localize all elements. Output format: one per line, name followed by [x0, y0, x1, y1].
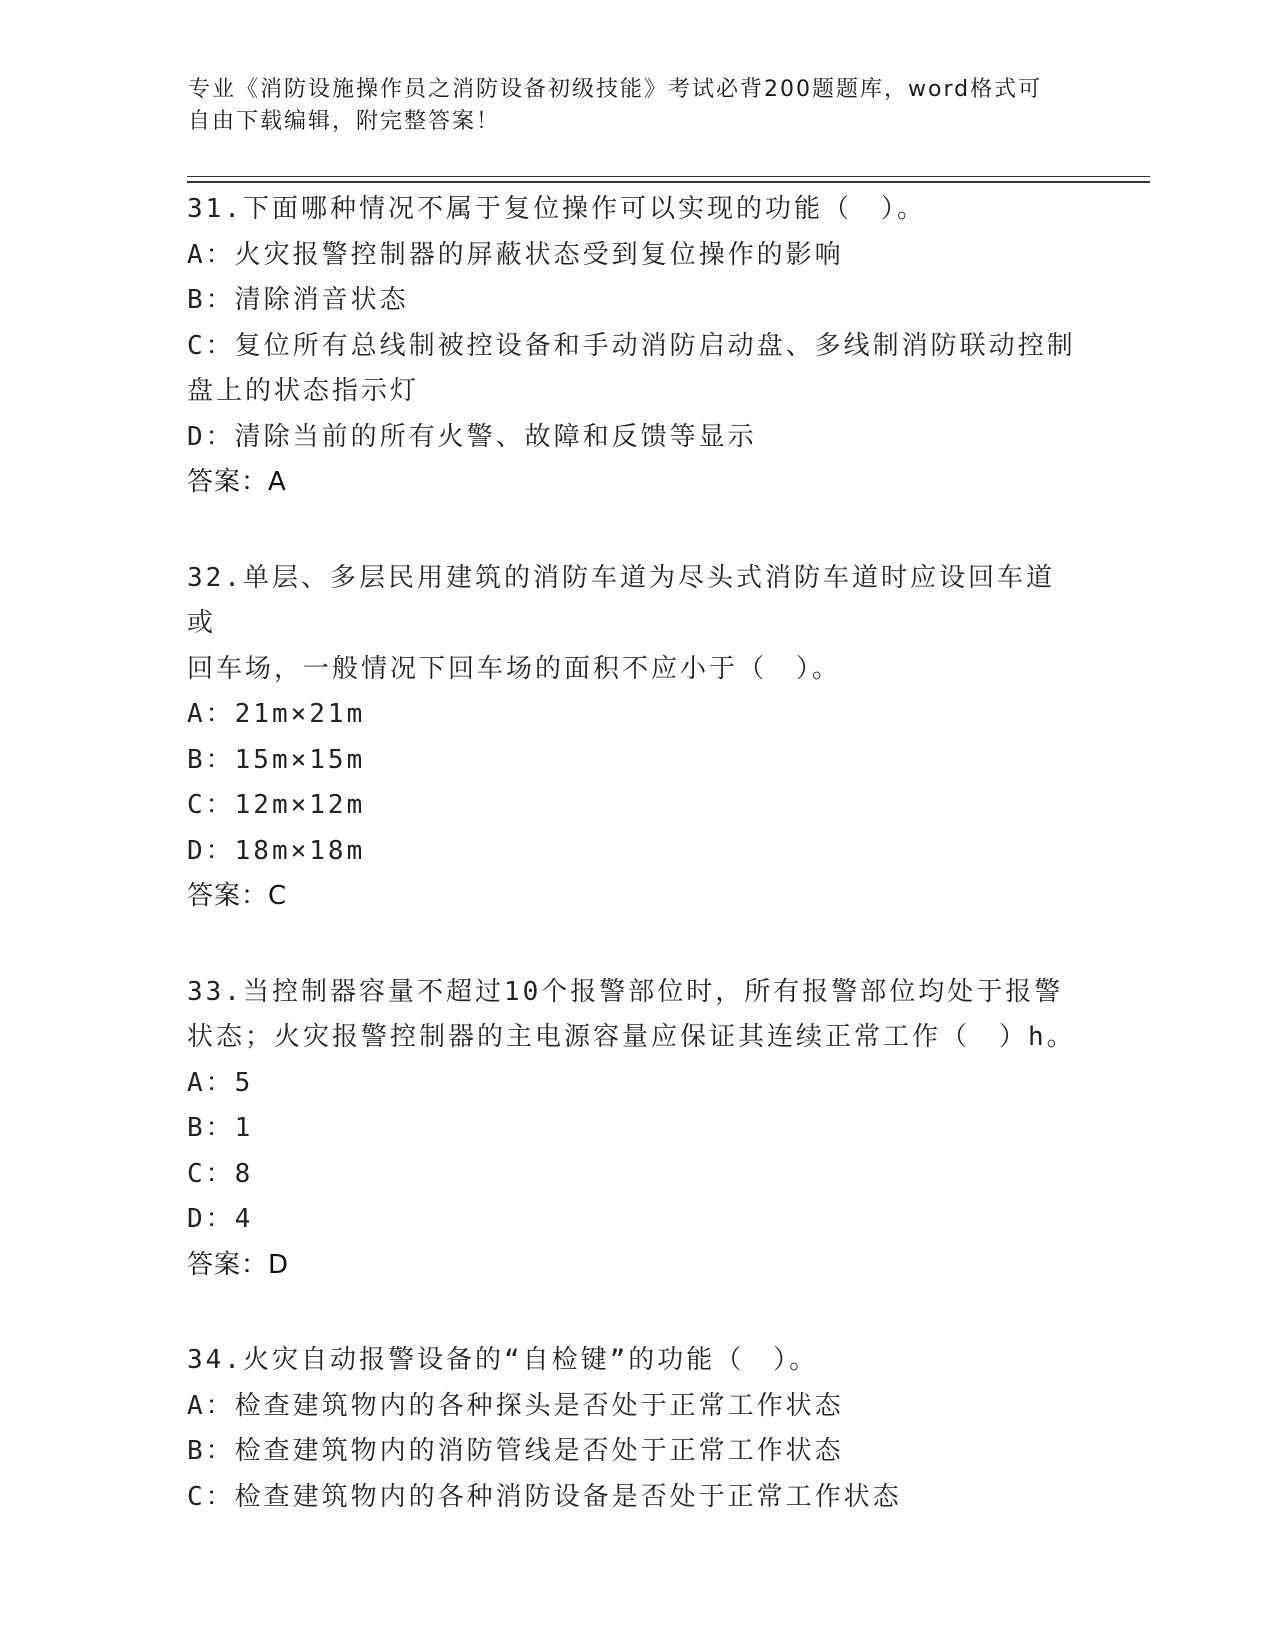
- option-c: C：复位所有总线制被控设备和手动消防启动盘、多线制消防联动控制: [187, 330, 1076, 361]
- answer-label: 答案：D: [187, 1249, 290, 1280]
- question-33: [187, 970, 1077, 1289]
- option-b: B：15m×15m: [187, 744, 366, 775]
- question-31: [187, 187, 1077, 506]
- option-c: C：检查建筑物内的各种消防设备是否处于正常工作状态: [187, 1481, 902, 1512]
- question-stem: 32.单层、多层民用建筑的消防车道为尽头式消防车道时应设回车道或: [187, 562, 1055, 638]
- option-a: A：21m×21m: [187, 699, 366, 729]
- option-a: A：检查建筑物内的各种探头是否处于正常工作状态: [187, 1390, 844, 1421]
- option-d: D：4: [187, 1204, 254, 1234]
- option-b: B：检查建筑物内的消防管线是否处于正常工作状态: [187, 1436, 844, 1466]
- document-header: [188, 74, 1068, 138]
- option-d: D：18m×18m: [187, 835, 366, 866]
- option-b: B：清除消音状态: [187, 285, 409, 315]
- header-line-2: 自由下载编辑，附完整答案！: [188, 109, 501, 134]
- question-32: [187, 556, 1077, 920]
- question-list: [187, 187, 1077, 1570]
- option-c-continued: 盘上的状态指示灯: [187, 376, 420, 406]
- header-divider-thin: [187, 176, 1150, 177]
- header-divider-thick: [187, 181, 1150, 183]
- question-stem-continued: 回车场，一般情况下回车场的面积不应小于（ ）。: [187, 653, 842, 684]
- question-stem: 34.火灾自动报警设备的“自检键”的功能（ ）。: [187, 1345, 819, 1375]
- option-a: A：火灾报警控制器的屏蔽状态受到复位操作的影响: [187, 239, 844, 270]
- option-b: B：1: [187, 1113, 254, 1143]
- option-c: C：12m×12m: [187, 790, 366, 820]
- question-stem: 31.下面哪种情况不属于复位操作可以实现的功能（ ）。: [187, 194, 926, 224]
- option-a: A：5: [187, 1067, 254, 1098]
- answer-label: 答案：C: [187, 881, 288, 911]
- answer-label: 答案：A: [187, 467, 287, 497]
- question-stem-continued: 状态；火灾报警控制器的主电源容量应保证其连续正常工作（ ）h。: [187, 1022, 1076, 1052]
- header-line-1: 专业《消防设施操作员之消防设备初级技能》考试必背200题题库，word格式可: [188, 77, 1043, 102]
- option-c: C：8: [187, 1158, 254, 1189]
- question-34: [187, 1338, 1077, 1520]
- option-d: D：清除当前的所有火警、故障和反馈等显示: [187, 421, 757, 452]
- question-stem: 33.当控制器容量不超过10个报警部位时，所有报警部位均处于报警: [187, 976, 1064, 1007]
